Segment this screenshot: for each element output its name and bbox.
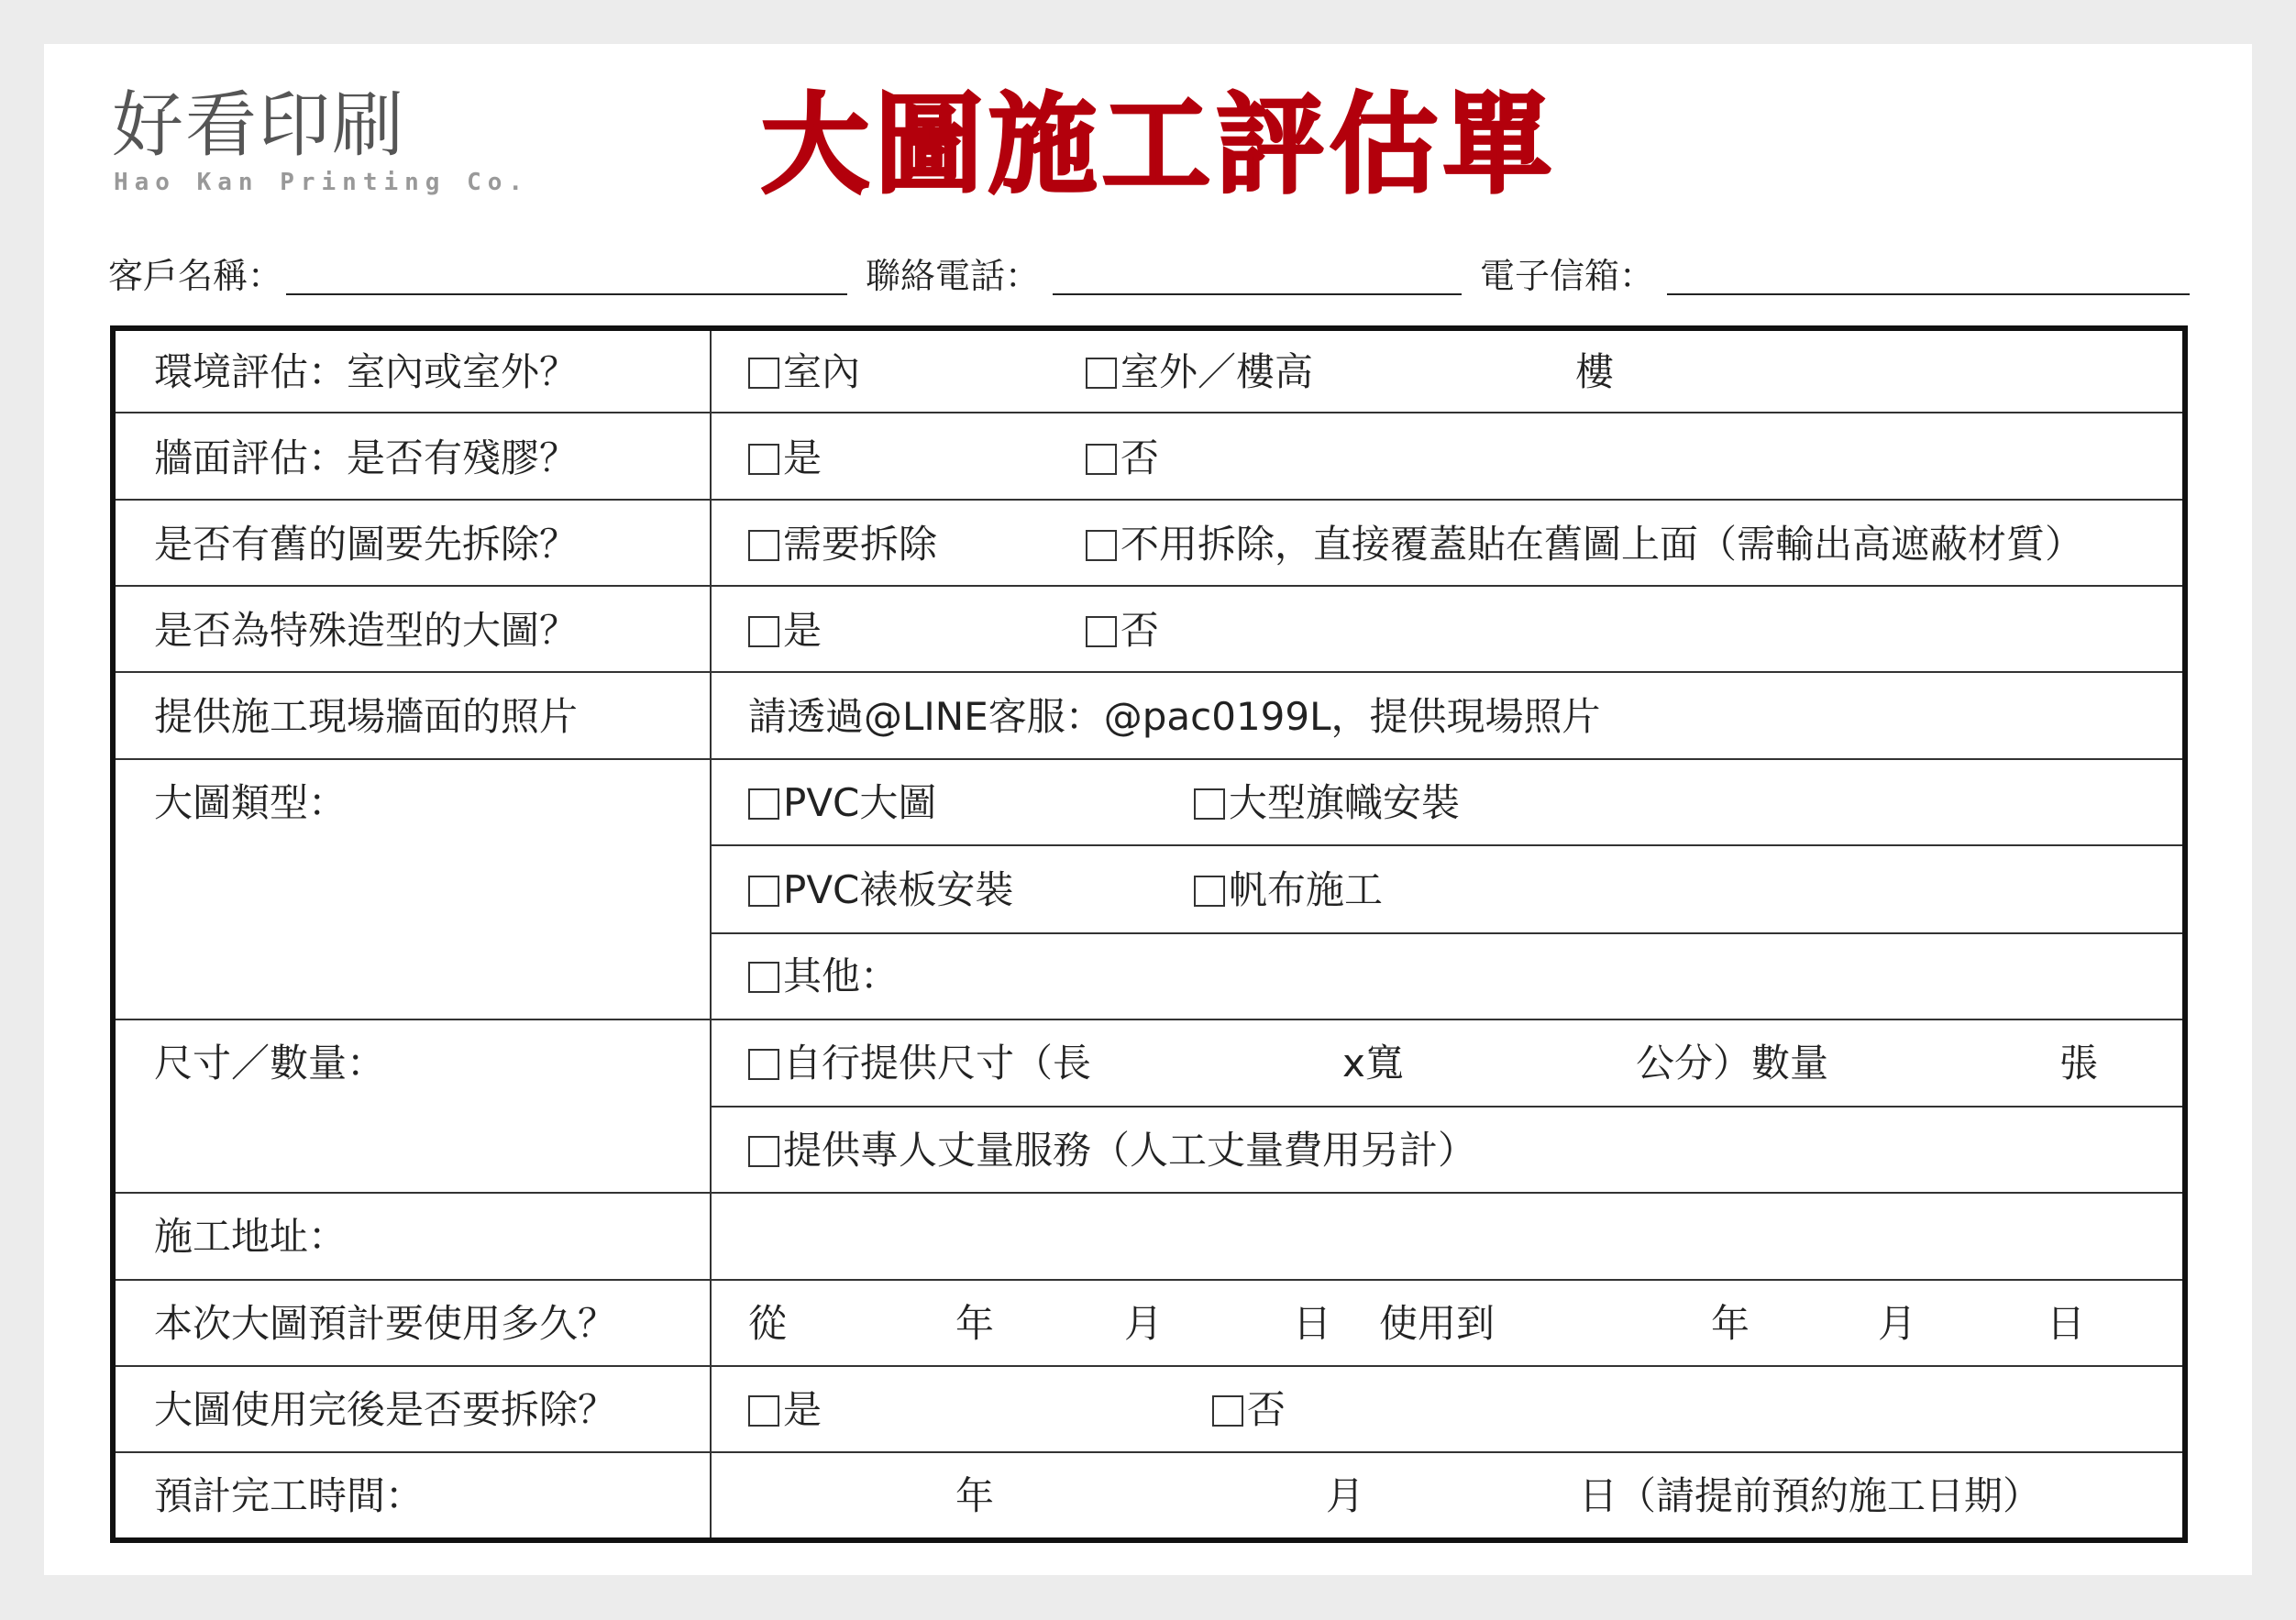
size-self-option[interactable]	[748, 1020, 1091, 1107]
finish-fields	[748, 1453, 2179, 1539]
option-label: 是	[783, 1387, 822, 1432]
removal-options	[748, 1367, 2179, 1453]
type-options-row3	[748, 933, 2179, 1019]
special-no-option[interactable]	[1086, 588, 1159, 674]
option-label: 帆布施工	[1229, 867, 1384, 912]
duration-day1: 日	[1293, 1301, 1332, 1346]
size-options-row1	[748, 1020, 2179, 1107]
duration-label: 本次大圖預計要使用多久？	[154, 1301, 617, 1346]
checkbox[interactable]	[748, 1136, 779, 1167]
type-options-row1	[748, 760, 2179, 846]
logo-chinese	[112, 84, 405, 167]
checkbox[interactable]	[1212, 1395, 1243, 1427]
option-label: 其他：	[783, 953, 900, 998]
option-label: 是	[783, 435, 822, 480]
special-yes-option[interactable]	[748, 588, 822, 674]
duration-year1: 年	[955, 1301, 995, 1346]
address-label: 施工地址：	[154, 1214, 348, 1259]
env-indoor-option[interactable]	[748, 329, 860, 415]
checkbox[interactable]	[748, 962, 779, 993]
size-measure-option[interactable]	[748, 1108, 1476, 1194]
option-label: PVC裱板安裝	[783, 867, 1014, 912]
special-shape-label: 是否為特殊造型的大圖？	[154, 608, 579, 653]
type-label: 大圖類型：	[154, 780, 348, 825]
form-title: 大圖施工評估單	[761, 82, 1558, 208]
option-label: 提供專人丈量服務（人工丈量費用另計）	[783, 1128, 1477, 1173]
duration-day2: 日	[2047, 1301, 2086, 1346]
checkbox[interactable]	[748, 1049, 779, 1080]
option-label: 室內	[783, 349, 861, 394]
removal-no-option[interactable]	[1212, 1367, 1286, 1453]
floor-unit: 樓	[1575, 349, 1615, 394]
option-label: 否	[1120, 435, 1160, 480]
finish-month: 月	[1326, 1473, 1365, 1518]
checkbox[interactable]	[748, 788, 779, 820]
option-label: 大型旗幟安裝	[1229, 780, 1461, 825]
customer-name-label: 客戶名稱：	[108, 256, 283, 296]
type-board-option[interactable]	[748, 847, 1013, 933]
duration-year2: 年	[1711, 1301, 1750, 1346]
phone-label: 聯絡電話：	[866, 256, 1041, 296]
option-label: PVC大圖	[783, 780, 937, 825]
email-field[interactable]	[1667, 293, 2190, 295]
option-label: 否	[1247, 1387, 1286, 1432]
customer-name-field[interactable]	[286, 293, 847, 295]
photo-instruction: 請透過@LINE客服：@pac0199L，提供現場照片	[748, 694, 1601, 739]
logo-english: Hao Kan Printing Co.	[114, 169, 530, 196]
size-unit-label: 張	[2059, 1041, 2099, 1086]
option-label: 需要拆除	[783, 522, 938, 567]
assessment-table	[110, 325, 2188, 1543]
checkbox[interactable]	[748, 358, 779, 389]
company-logo	[112, 84, 530, 204]
env-options	[748, 329, 2179, 415]
size-quantity-label: 公分）數量	[1636, 1041, 1829, 1086]
checkbox[interactable]	[1194, 788, 1225, 820]
env-outdoor-option[interactable]	[1086, 329, 1313, 415]
checkbox[interactable]	[1086, 616, 1117, 647]
finish-label: 預計完工時間：	[154, 1473, 425, 1518]
checkbox[interactable]	[1086, 444, 1117, 475]
type-other-option[interactable]	[748, 933, 899, 1019]
option-label: 自行提供尺寸（長	[783, 1041, 1092, 1086]
wall-yes-option[interactable]	[748, 415, 822, 501]
size-label: 尺寸／數量：	[154, 1041, 386, 1086]
checkbox[interactable]	[1086, 530, 1117, 561]
option-label: 不用拆除，直接覆蓋貼在舊圖上面（需輸出高遮蔽材質）	[1120, 522, 2084, 567]
finish-day-note: 日（請提前預約施工日期）	[1579, 1473, 2042, 1518]
logo-text: 好看印刷	[112, 84, 406, 167]
checkbox[interactable]	[748, 444, 779, 475]
old-cover-option[interactable]	[1086, 501, 2083, 588]
wall-options	[748, 415, 2179, 501]
duration-from: 從	[748, 1301, 788, 1346]
option-label: 是	[783, 608, 822, 653]
wall-no-option[interactable]	[1086, 415, 1159, 501]
duration-month1: 月	[1124, 1301, 1164, 1346]
removal-label: 大圖使用完後是否要拆除？	[154, 1387, 617, 1432]
column-divider	[710, 331, 712, 1537]
email-label: 電子信箱：	[1480, 256, 1655, 296]
option-label: 否	[1120, 608, 1160, 653]
duration-fields	[748, 1281, 2179, 1367]
type-canvas-option[interactable]	[1194, 847, 1383, 933]
type-banner-option[interactable]	[1194, 760, 1460, 846]
duration-month2: 月	[1878, 1301, 1917, 1346]
finish-year: 年	[955, 1473, 995, 1518]
old-remove-option[interactable]	[748, 501, 937, 588]
photo-label: 提供施工現場牆面的照片	[154, 694, 579, 739]
old-image-label: 是否有舊的圖要先拆除？	[154, 522, 579, 567]
checkbox[interactable]	[748, 530, 779, 561]
type-options-row2	[748, 847, 2179, 933]
checkbox[interactable]	[748, 1395, 779, 1427]
removal-yes-option[interactable]	[748, 1367, 822, 1453]
wall-label: 牆面評估：是否有殘膠？	[154, 435, 579, 480]
option-label: 室外／樓高	[1120, 349, 1314, 394]
checkbox[interactable]	[748, 876, 779, 907]
duration-until: 使用到	[1379, 1301, 1496, 1346]
checkbox[interactable]	[1194, 876, 1225, 907]
old-image-options	[748, 501, 2179, 588]
special-shape-options	[748, 588, 2179, 674]
phone-field[interactable]	[1053, 293, 1462, 295]
env-label: 環境評估：室內或室外？	[154, 349, 579, 394]
type-pvc-option[interactable]	[748, 760, 936, 846]
address-field[interactable]	[748, 1194, 2160, 1280]
checkbox[interactable]	[748, 616, 779, 647]
size-options-row2	[748, 1108, 2179, 1194]
checkbox[interactable]	[1086, 358, 1117, 389]
size-width-label: x寬	[1342, 1041, 1404, 1086]
